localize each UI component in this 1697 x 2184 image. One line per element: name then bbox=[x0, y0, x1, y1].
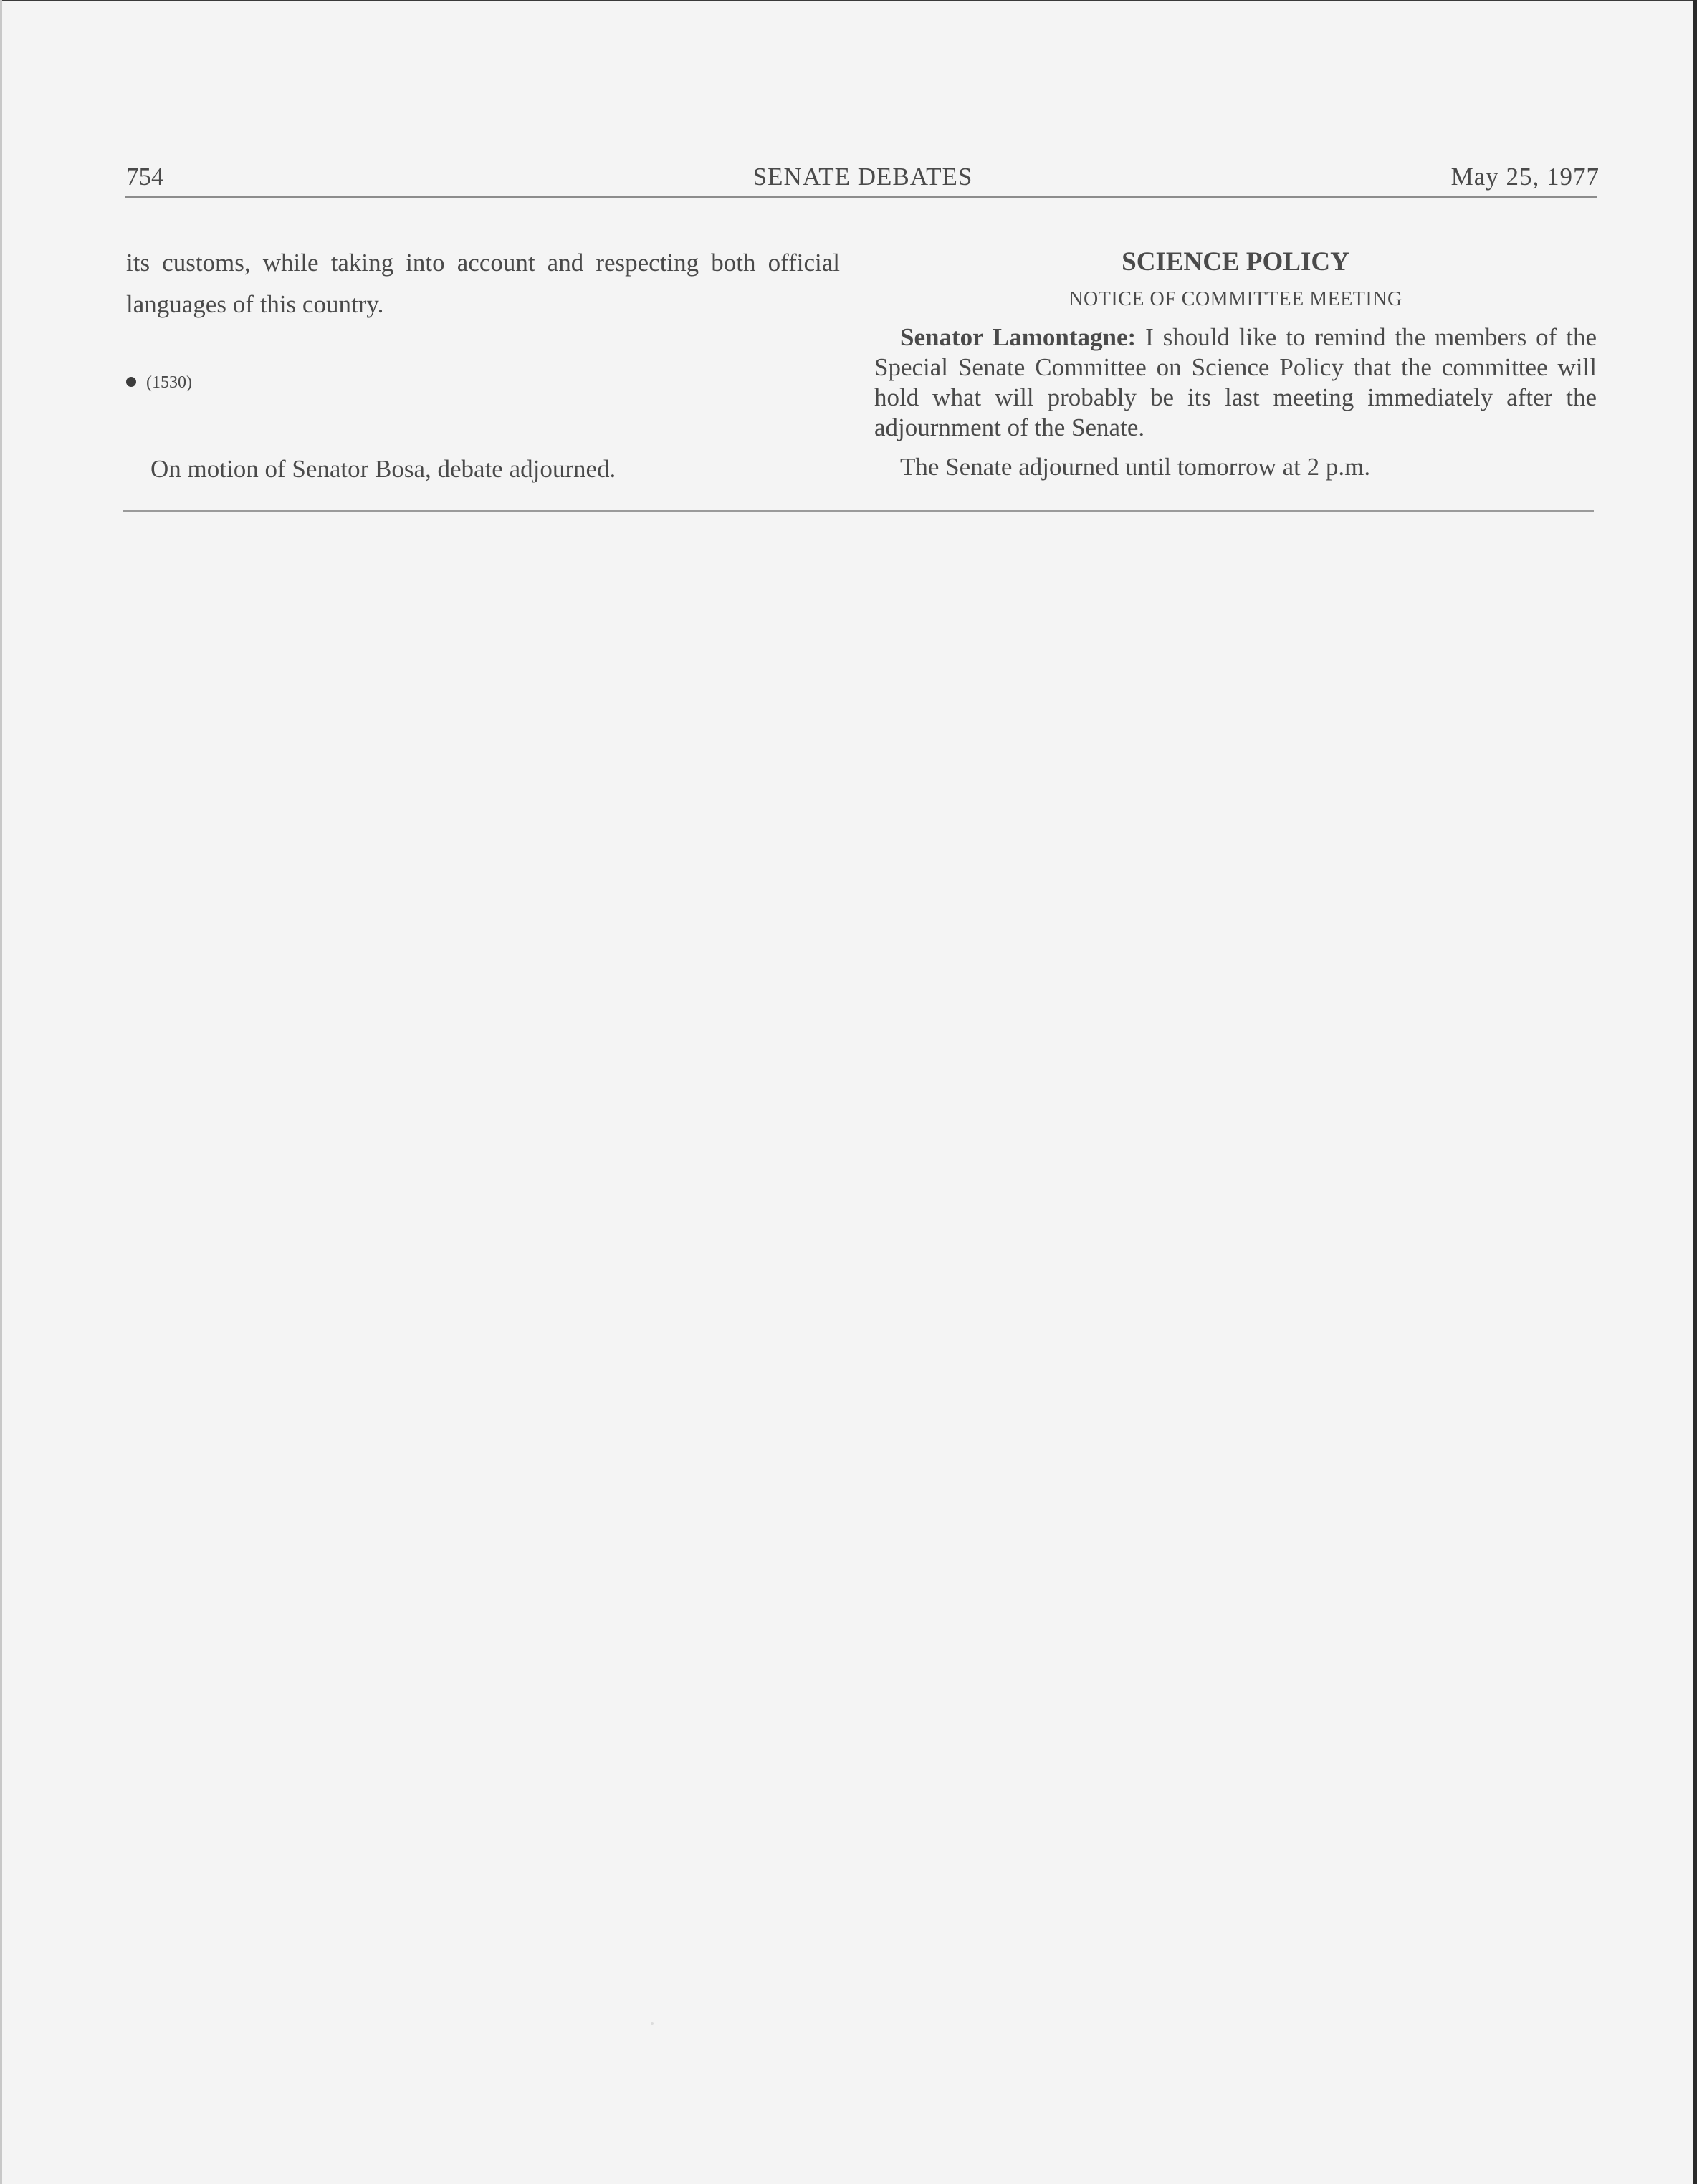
adjournment-paragraph: The Senate adjourned until tomorrow at 2 p.m. bbox=[900, 453, 1371, 481]
header-rule bbox=[125, 196, 1597, 198]
continued-paragraph: its customs, while taking into account and respecting both official languages of this country. bbox=[126, 249, 840, 318]
speech-paragraph bbox=[874, 322, 1597, 443]
issue-date: May 25, 1977 bbox=[1450, 163, 1600, 191]
right-column bbox=[874, 242, 1597, 484]
speaker-name: Senator Lamontagne: bbox=[900, 323, 1137, 351]
section-heading: SCIENCE POLICY bbox=[1122, 247, 1349, 277]
page-right-edge bbox=[1693, 0, 1697, 2184]
page-left-edge bbox=[0, 0, 2, 2184]
time-marker-text: (1530) bbox=[146, 373, 192, 392]
speech-text: I should like to remind the members of the Special Senate Committee on Science Policy that the committee will hold what will probably be its last meeting immediately after the adjournment of the Senate. bbox=[874, 323, 1597, 441]
left-column bbox=[126, 242, 840, 483]
journal-title: SENATE DEBATES bbox=[752, 163, 973, 191]
running-head bbox=[126, 159, 1600, 195]
bullet-icon bbox=[126, 377, 136, 387]
sub-heading: NOTICE OF COMMITTEE MEETING bbox=[1069, 288, 1402, 310]
page-number: 754 bbox=[126, 163, 164, 191]
motion-paragraph: On motion of Senator Bosa, debate adjourned. bbox=[150, 455, 616, 483]
paper-speck bbox=[651, 2022, 654, 2025]
footer-rule bbox=[123, 510, 1594, 512]
time-marker bbox=[126, 368, 192, 397]
page-top-edge bbox=[0, 0, 1697, 1]
